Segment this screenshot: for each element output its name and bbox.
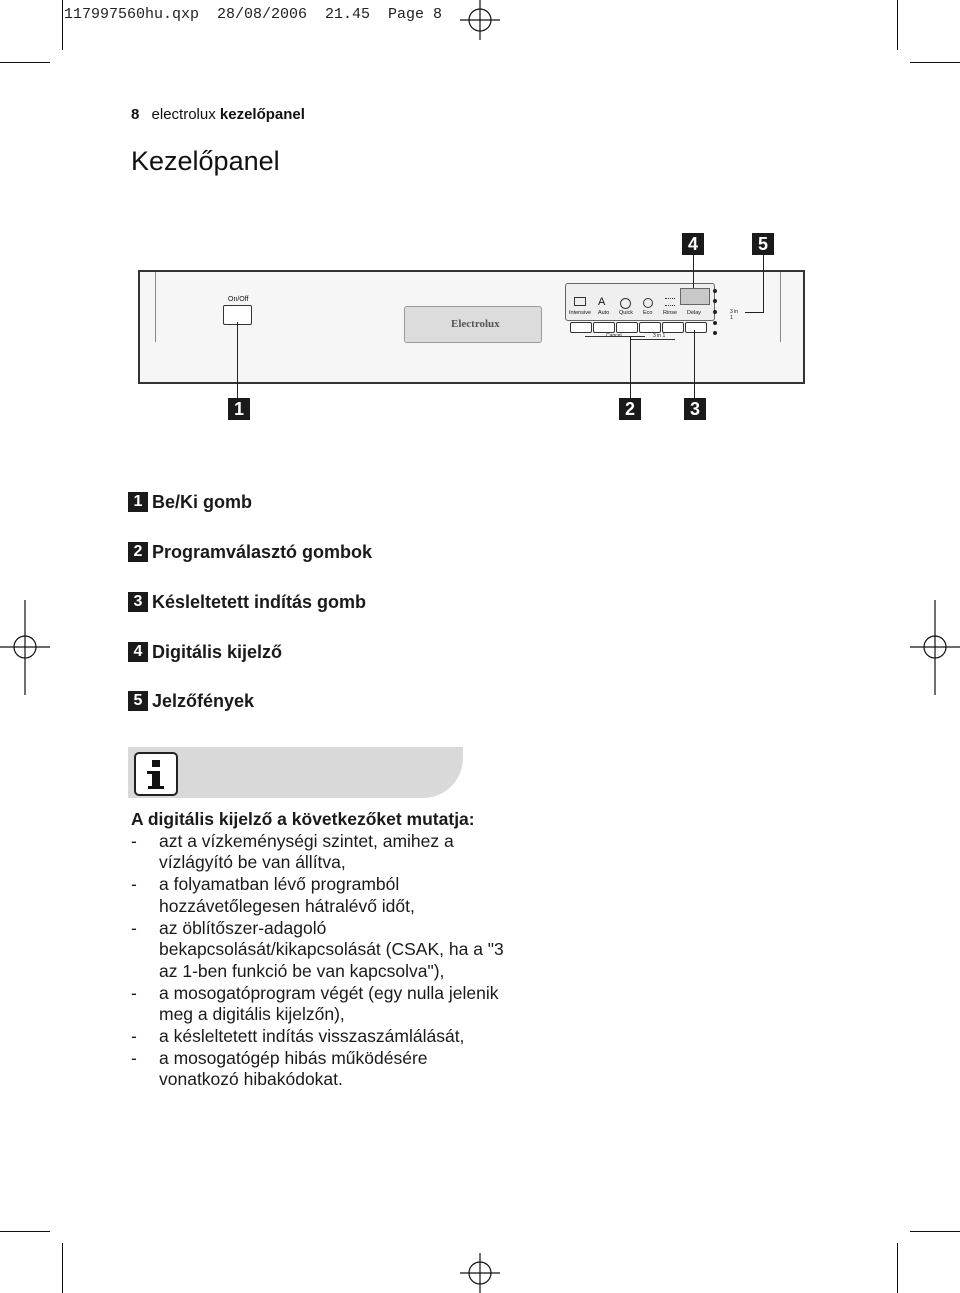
header-section: kezelőpanel — [219, 106, 305, 123]
rinse-icon — [665, 298, 675, 306]
auto-icon: A — [598, 296, 606, 308]
list-dash: - — [131, 830, 137, 851]
registration-mark-icon — [460, 1253, 500, 1293]
legend-item — [128, 641, 282, 663]
program-label-eco: Eco — [643, 310, 653, 316]
registration-mark-icon — [0, 600, 50, 695]
list-dash: - — [131, 1026, 137, 1047]
list-item — [131, 1048, 511, 1091]
registration-mark-icon — [460, 0, 500, 40]
indicator-dot — [713, 289, 717, 293]
page-number: 8 — [131, 106, 140, 123]
list-item-text: azt a vízkeménységi szintet, amihez a vízlágyító be van állítva, — [159, 830, 454, 873]
legend-text: Digitális kijelző — [152, 641, 283, 662]
list-dash: - — [131, 874, 137, 895]
list-dash: - — [131, 982, 137, 1003]
on-off-label: On/Off — [228, 296, 249, 303]
leader-line — [237, 322, 238, 398]
callout-2: 2 — [619, 398, 641, 420]
leader-line — [693, 255, 694, 288]
list-dash: - — [131, 917, 137, 938]
legend-item — [128, 591, 366, 613]
program-button-quick[interactable] — [616, 322, 638, 333]
callout-1: 1 — [228, 398, 250, 420]
panel-inner-line — [780, 272, 781, 342]
legend-item — [128, 690, 254, 712]
list-item — [131, 874, 511, 917]
legend-number: 5 — [128, 691, 148, 711]
list-item-text: a késleltetett indítás visszaszámlálását, — [159, 1026, 465, 1047]
quick-icon — [620, 298, 631, 309]
program-button-delay[interactable] — [685, 322, 707, 333]
info-banner — [128, 747, 463, 798]
legend-number: 3 — [128, 592, 148, 612]
digital-display — [680, 288, 710, 305]
program-label-intensive: Intensive — [569, 310, 592, 316]
list-item — [131, 918, 511, 983]
indicator-lights — [713, 285, 741, 335]
callout-4: 4 — [682, 233, 704, 255]
running-header — [131, 106, 305, 123]
legend-text: Késleltetett indítás gomb — [152, 591, 367, 612]
cancel-bracket — [585, 336, 645, 337]
program-label-delay: Delay — [687, 310, 702, 316]
page-title: Kezelőpanel — [131, 146, 280, 176]
list-item — [131, 983, 511, 1026]
program-label-auto: Auto — [598, 310, 610, 316]
callout-5: 5 — [752, 233, 774, 255]
indicator-dot — [713, 321, 717, 325]
leader-line — [694, 330, 695, 398]
print-slug: 117997560hu.qxp 28/08/2006 21.45 Page 8 — [64, 6, 443, 23]
three-in-one-bracket — [630, 339, 675, 340]
three-in-one-label: 3 in 1 — [653, 333, 666, 339]
list-item-text: a folyamatban lévő programból hozzávetőlegesen hátralévő időt, — [159, 874, 415, 916]
crop-mark — [910, 62, 960, 63]
registration-mark-icon — [910, 600, 960, 695]
electrolux-logo: Electrolux — [451, 318, 500, 330]
crop-mark — [897, 1243, 898, 1293]
indicator-dot — [713, 331, 717, 335]
indicator-three-in-one-label: 3 in 1 — [730, 309, 739, 321]
panel-inner-line — [155, 272, 156, 342]
program-label-rinse: Rinse — [663, 310, 678, 316]
list-dash: - — [131, 1047, 137, 1068]
intensive-icon — [574, 297, 586, 306]
list-item-text: az öblítőszer-adagoló bekapcsolását/kikapcsolását (CSAK, ha a "3 az 1-ben funkció be van kapcsolva"), — [159, 917, 504, 981]
indicator-dot — [713, 299, 717, 303]
list-item — [131, 1026, 511, 1048]
legend-text: Be/Ki gomb — [152, 491, 253, 512]
crop-mark — [62, 0, 63, 50]
leader-line — [630, 336, 631, 398]
crop-mark — [910, 1231, 960, 1232]
callout-3: 3 — [684, 398, 706, 420]
list-item-text: a mosogatógép hibás működésére vonatkozó hibakódokat. — [159, 1047, 428, 1090]
crop-mark — [0, 1231, 50, 1232]
info-icon — [134, 752, 178, 796]
leader-line — [745, 312, 764, 313]
legend-number: 4 — [128, 642, 148, 662]
list-item — [131, 831, 511, 874]
crop-mark — [62, 1243, 63, 1293]
program-label-quick: Quick — [619, 310, 634, 316]
program-button-eco[interactable] — [639, 322, 661, 333]
program-button-intensive[interactable] — [570, 322, 592, 333]
crop-mark — [897, 0, 898, 50]
legend-text: Programválasztó gombok — [152, 541, 373, 562]
program-button-rinse[interactable] — [662, 322, 684, 333]
list-item-text: a mosogatóprogram végét (egy nulla jelenik meg a digitális kijelzőn), — [159, 982, 499, 1025]
info-text — [131, 809, 511, 1091]
info-intro: A digitális kijelző a következőket mutatja: — [131, 809, 475, 829]
program-button-auto[interactable] — [593, 322, 615, 333]
eco-icon — [643, 298, 653, 308]
leader-line — [763, 255, 764, 313]
legend-number: 2 — [128, 542, 148, 562]
indicator-dot — [713, 310, 717, 314]
header-brand: electrolux — [151, 106, 216, 123]
legend-item — [128, 491, 252, 513]
legend-text: Jelzőfények — [152, 690, 255, 711]
legend-item — [128, 541, 372, 563]
logo-plate — [404, 306, 542, 343]
legend-number: 1 — [128, 492, 148, 512]
crop-mark — [0, 62, 50, 63]
